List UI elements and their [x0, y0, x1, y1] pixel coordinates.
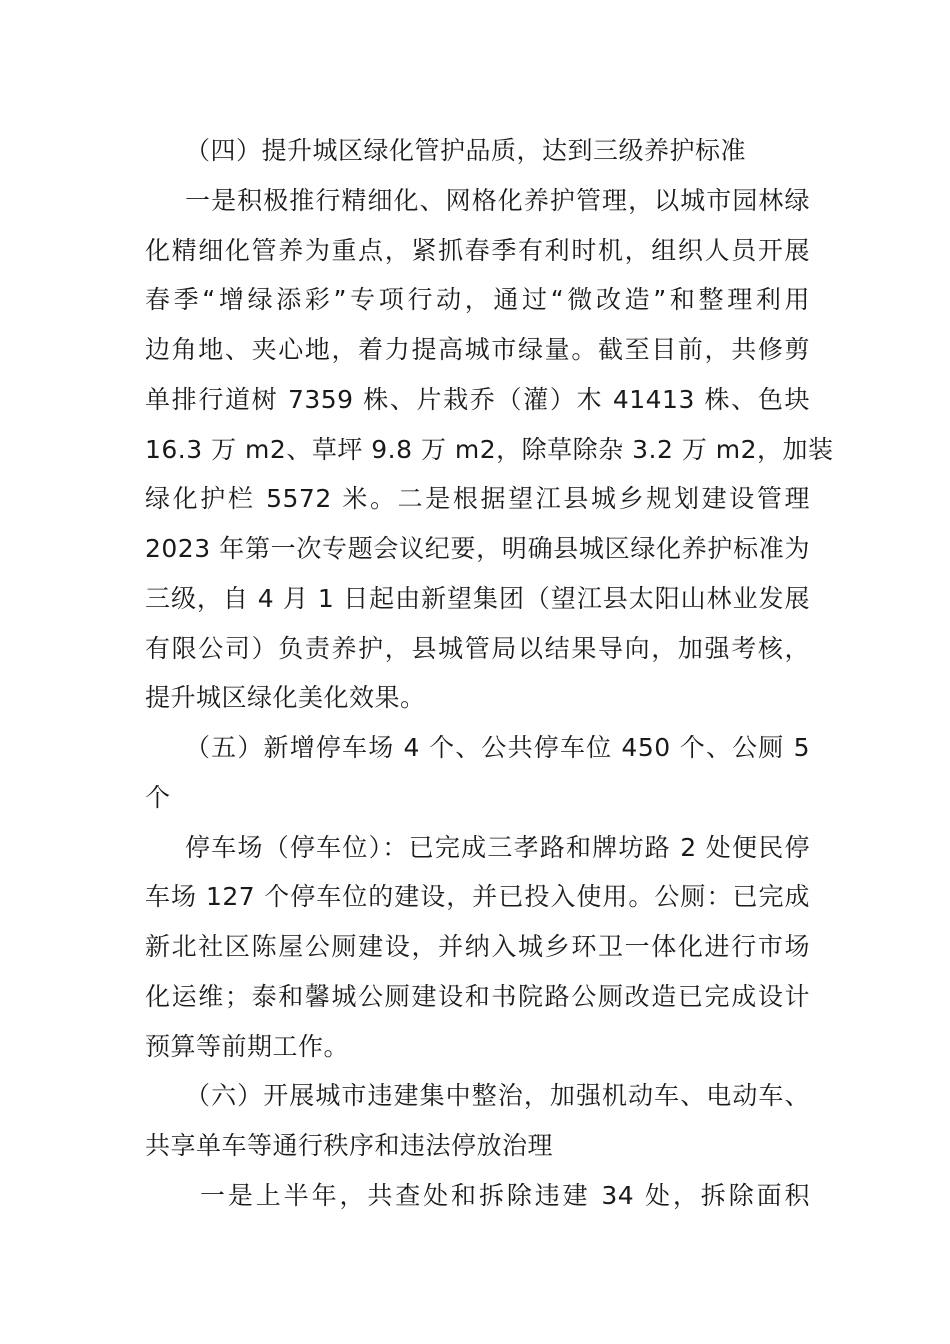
- paragraph-line: 一是上半年，共查处和拆除违建 34 处，拆除面积: [200, 1181, 810, 1210]
- paragraph-line: 新北社区陈屋公厕建设，并纳入城乡环卫一体化进行市场: [145, 932, 810, 961]
- paragraph-line: 边角地、夹心地，着力提高城市绿量。截至目前，共修剪: [145, 335, 810, 364]
- section-heading-5: （五）新增停车场 4 个、公共停车位 450 个、公厕 5: [185, 733, 810, 762]
- section-heading-4: （四）提升城区绿化管护品质，达到三级养护标准: [185, 136, 747, 165]
- section-heading-5-continued: 个: [145, 783, 171, 812]
- paragraph-line: 化精细化管养为重点，紧抓春季有利时机，组织人员开展: [145, 236, 810, 265]
- paragraph-line: 一是积极推行精细化、网格化养护管理，以城市园林绿: [185, 186, 810, 215]
- paragraph-line: 化运维；泰和馨城公厕建设和书院路公厕改造已完成设计: [145, 982, 810, 1011]
- paragraph-line: 2023 年第一次专题会议纪要，明确县城区绿化养护标准为: [145, 534, 810, 563]
- section-heading-6: （六）开展城市违建集中整治，加强机动车、电动车、: [185, 1081, 810, 1110]
- paragraph-line: 单排行道树 7359 株、片栽乔（灌）木 41413 株、色块: [145, 385, 810, 414]
- paragraph-line: 三级，自 4 月 1 日起由新望集团（望江县太阳山林业发展: [145, 584, 810, 613]
- paragraph-line: 16.3 万 m2、草坪 9.8 万 m2，除草除杂 3.2 万 m2，加装: [145, 435, 834, 464]
- paragraph-line: 预算等前期工作。: [145, 1032, 350, 1061]
- paragraph-line: 春季“增绿添彩”专项行动，通过“微改造”和整理利用: [145, 285, 810, 314]
- paragraph-line: 车场 127 个停车位的建设，并已投入使用。公厕：已完成: [145, 882, 810, 911]
- paragraph-line: 有限公司）负责养护，县城管局以结果导向，加强考核，: [145, 634, 810, 663]
- section-heading-6-continued: 共享单车等通行秩序和违法停放治理: [145, 1131, 554, 1160]
- paragraph-line: 绿化护栏 5572 米。二是根据望江县城乡规划建设管理: [145, 484, 810, 513]
- paragraph-line: 提升城区绿化美化效果。: [145, 683, 426, 712]
- paragraph-line: 停车场（停车位）：已完成三孝路和牌坊路 2 处便民停: [185, 833, 810, 862]
